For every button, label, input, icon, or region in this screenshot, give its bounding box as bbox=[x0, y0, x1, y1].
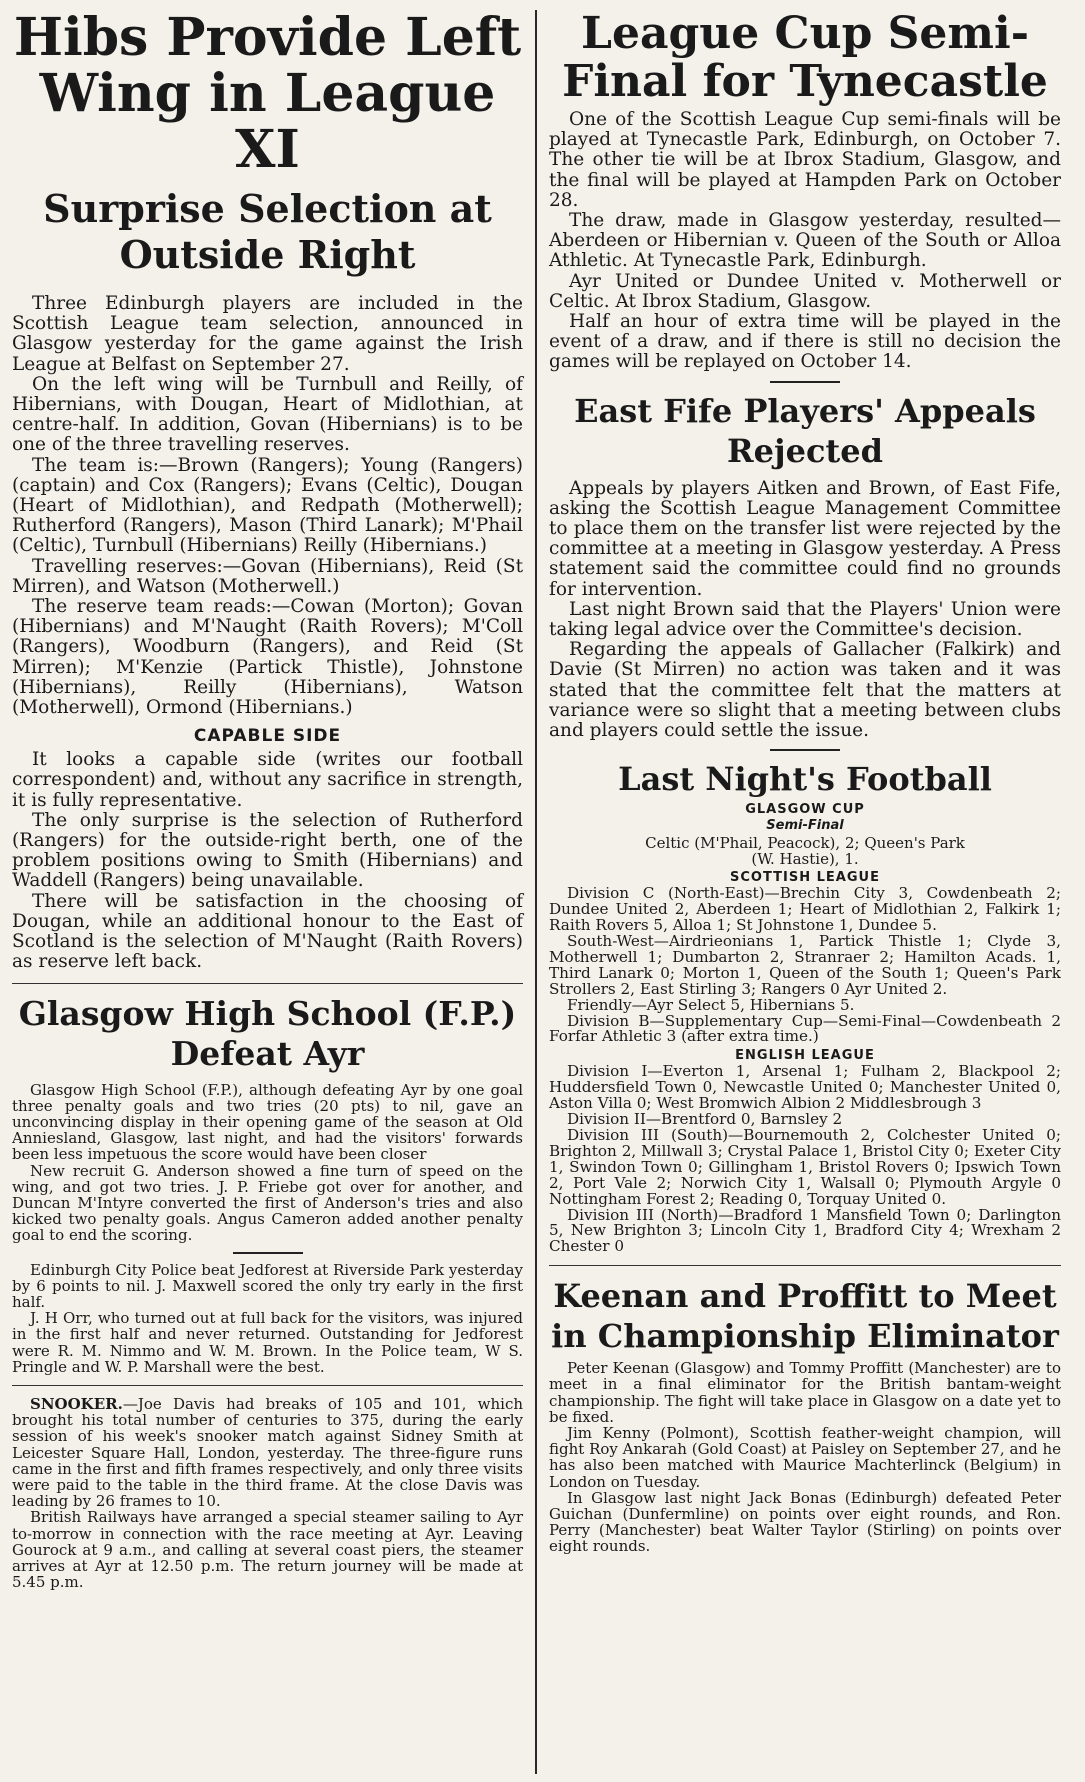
paragraph: Ayr United or Dundee United v. Motherwell or Celtic. At Ibrox Stadium, Glasgow. bbox=[549, 270, 1061, 312]
headline-league-cup: League Cup Semi-Final for Tynecastle bbox=[562, 10, 1048, 107]
divider bbox=[549, 1265, 1061, 1266]
divider bbox=[233, 1252, 303, 1254]
results-paragraph: Division II—Brentford 0, Barnsley 2 bbox=[567, 1110, 843, 1129]
glasgow-cup-head: GLASGOW CUP bbox=[745, 802, 865, 818]
results-paragraph: Division B—Supplementary Cup—Semi-Final—Cowdenbeath 2 Forfar Athletic 3 (after extra time.) bbox=[549, 1011, 1061, 1046]
paragraph: The draw, made in Glasgow yesterday, resulted—Aberdeen or Hibernian v. Queen of the South or Alloa Athletic. At Tynecastle Park, Edinburgh. bbox=[549, 210, 1061, 272]
headline-hibs: Hibs Provide Left Wing in League XI bbox=[13, 10, 522, 180]
paragraph: Three Edinburgh players are included in the Scottish League team selection, announced in Glasgow yesterday for the game against the Irish League at Belfast on September 27. bbox=[12, 293, 523, 375]
article-east-fife bbox=[549, 391, 1061, 742]
headline-keenan-proffitt: Keenan and Proffitt to Meet in Championship Eliminator bbox=[551, 1277, 1059, 1356]
article-last-nights-football bbox=[549, 759, 1061, 1255]
article-body-2 bbox=[12, 750, 523, 972]
subhead-surprise-selection: Surprise Selection at Outside Right bbox=[43, 186, 492, 277]
paragraph: The team is:—Brown (Rangers); Young (Rangers) (captain) and Cox (Rangers); Evans (Celtic), Dougan (Heart of Midlothian), and Redpath (Motherwell); Rutherford (Rangers), Mason (Third Lanark); M'Phail (Celtic), Turnbull (Hibernians) Reilly (Hibernians.) bbox=[12, 454, 523, 557]
paragraph: On the left wing will be Turnbull and Reilly, of Hibernians, with Dougan, Heart of Midlothian, at centre-half. In addition, Govan (Hibernians) is to be one of the three travelling reserves. bbox=[12, 373, 523, 456]
article-keenan-proffitt bbox=[549, 1276, 1061, 1554]
paragraph: Glasgow High School (F.P.), although defeating Ayr by one goal three penalty goals and two tries (20 pts) to nil, gave an unconvincing display in their opening game of the season at Old Anniesland, Glasgow, last night, and had the visitors' forwards been less impetuous the score would have been closer bbox=[12, 1080, 523, 1164]
paragraph: Regarding the appeals of Gallacher (Falkirk) and Davie (St Mirren) no action was taken and it was stated that the committee felt that the matters at variance were so slight that a meeting between clubs and players could settle the issue. bbox=[549, 639, 1061, 742]
snooker-lead: SNOOKER. bbox=[30, 1394, 123, 1413]
article-hibs-left-wing bbox=[12, 10, 523, 973]
article-city-police bbox=[12, 1262, 523, 1375]
paragraph: There will be satisfaction in the choosing of Dougan, while an additional honour to the East of Scotland is the selection of M'Naught (Raith Rovers) as reserve left back. bbox=[12, 890, 523, 973]
paragraph: Peter Keenan (Glasgow) and Tommy Proffitt (Manchester) are to meet in a final eliminator for the British bantam-weight championship. The fight will take place in Glasgow on a date yet to be fixed. bbox=[549, 1359, 1061, 1426]
semi-final-result-cont: (W. Hastie), 1. bbox=[751, 850, 859, 869]
article-body bbox=[12, 1082, 523, 1244]
divider bbox=[770, 749, 840, 751]
paragraph: British Railways have arranged a special steamer sailing to Ayr to-morrow in connection with the race meeting at Ayr. Leaving Gourock at 9 a.m., and calling at several coast piers, the steamer arrives at Ayr at 12.50 p.m. The return journey will be made at 5.45 p.m. bbox=[12, 1508, 523, 1592]
paragraph: Jim Kenny (Polmont), Scottish feather-weight champion, will fight Roy Ankarah (Gold Coast) at Paisley on September 27, and he has also been matched with Maurice Machterlinck (Belgium) in London on Tuesday. bbox=[549, 1424, 1061, 1491]
english-league-head: ENGLISH LEAGUE bbox=[735, 1048, 875, 1064]
article-body bbox=[12, 1396, 523, 1590]
paragraph: Edinburgh City Police beat Jedforest at Riverside Park yesterday by 6 points to nil. J. Maxwell scored the only try early in the first half. bbox=[12, 1260, 523, 1311]
paragraph: Last night Brown said that the Players' Union were taking legal advice over the Committee's decision. bbox=[549, 598, 1061, 641]
article-league-cup bbox=[549, 10, 1061, 373]
left-column bbox=[12, 10, 537, 1774]
paragraph: The reserve team reads:—Cowan (Morton); Govan (Hibernians) and M'Naught (Raith Rovers); M'Coll (Rangers), Woodburn (Rangers), and Reid (St Mirren); M'Kenzie (Partick Thistle), Johnstone (Hibernians), Reilly (Hibernians), Watson (Motherwell), Ormond (Hibernians.) bbox=[12, 596, 523, 719]
section-head-capable-side: CAPABLE SIDE bbox=[193, 726, 342, 747]
paragraph: The only surprise is the selection of Rutherford (Rangers) for the outside-right berth, one of the problem positions owing to Smith (Hibernians) and Waddell (Rangers) being unavailable. bbox=[12, 809, 523, 892]
article-glasgow-high-school bbox=[12, 994, 523, 1244]
semi-final-head: Semi-Final bbox=[766, 818, 844, 834]
article-snooker bbox=[12, 1396, 523, 1590]
paragraph: Half an hour of extra time will be played in the event of a draw, and if there is still no decision the games will be replayed on October 14. bbox=[549, 311, 1061, 373]
results-paragraph: South-West—Airdrieonians 1, Partick Thistle 1; Clyde 3, Motherwell 1; Dumbarton 2, Stranraer 2; Hamilton Acads. 1, Third Lanark 0; Morton 1, Queen of the South 1; Queen's Park Strollers 2, East Stirling 3; Rangers 0 Ayr United 2. bbox=[549, 932, 1061, 998]
divider bbox=[12, 1385, 523, 1386]
article-body bbox=[12, 294, 523, 718]
results-paragraph: Division I—Everton 1, Arsenal 1; Fulham 2, Blackpool 2; Huddersfield Town 0, Newcastle United 0; Manchester United 0, Aston Villa 0; West Bromwich Albion 2 Middlesbrough 3 bbox=[549, 1062, 1061, 1113]
scottish-results bbox=[549, 886, 1061, 1045]
paragraph: One of the Scottish League Cup semi-finals will be played at Tynecastle Park, Edinburgh, on October 7. The other tie will be at Ibrox Stadium, Glasgow, and the final will be played at Hampden Park on October 28. bbox=[549, 109, 1061, 211]
article-body bbox=[549, 479, 1061, 742]
results-paragraph: Friendly—Ayr Select 5, Hibernians 5. bbox=[567, 995, 855, 1014]
article-body bbox=[549, 110, 1061, 373]
article-body bbox=[549, 1360, 1061, 1554]
paragraph bbox=[12, 1396, 523, 1509]
paragraph: Travelling reserves:—Govan (Hibernians), Reid (St Mirren), and Watson (Motherwell.) bbox=[12, 555, 523, 597]
paragraph: New recruit G. Anderson showed a fine turn of speed on the wing, and got two tries. J. P. Friebe got over for another, and Duncan M'Intyre converted the first of Anderson's tries and also kicked two penalty goals. Angus Cameron added another penalty goal to end the scoring. bbox=[12, 1161, 523, 1245]
results-paragraph: Division III (North)—Bradford 1 Mansfield Town 0; Darlington 5, New Brighton 3; Lincoln City 1, Bradford City 4; Wrexham 2 Chester 0 bbox=[549, 1205, 1061, 1256]
right-column bbox=[537, 10, 1061, 1774]
paragraph: Appeals by players Aitken and Brown, of East Fife, asking the Scottish League Management Committee to place them on the transfer list were rejected by the committee at a meeting in Glasgow yesterday. A Press statement said the committee could find no grounds for intervention. bbox=[549, 477, 1061, 600]
divider bbox=[12, 983, 523, 984]
results-paragraph: Division C (North-East)—Brechin City 3, Cowdenbeath 2; Dundee United 2, Aberdeen 1; Heart of Midlothian 2, Falkirk 1; Raith Rovers 5, Alloa 1; St Johnstone 1, Dundee 5. bbox=[549, 884, 1061, 935]
english-results bbox=[549, 1064, 1061, 1255]
scottish-league-head: SCOTTISH LEAGUE bbox=[730, 870, 880, 886]
paragraph: In Glasgow last night Jack Bonas (Edinburgh) defeated Peter Guichan (Dunfermline) on points over eight rounds, and Ron. Perry (Manchester) beat Walter Taylor (Stirling) on points over eight rounds. bbox=[549, 1488, 1061, 1556]
article-body bbox=[12, 1262, 523, 1375]
semi-final-result: Celtic (M'Phail, Peacock), 2; Queen's Park bbox=[645, 834, 965, 853]
paragraph: It looks a capable side (writes our football correspondent) and, without any sacrifice in strength, it is fully representative. bbox=[12, 749, 523, 811]
snooker-text: —Joe Davis had breaks of 105 and 101, which brought his total number of centuries to 375, during the early session of his week's snooker match against Sidney Smith at Leicester Square Hall, London, yesterday. The three-figure runs came in the first and fifth frames respectively, and only three visits were paid to the table in the third frame. At the close Davis was leading by 26 frames to 10. bbox=[12, 1394, 523, 1511]
divider bbox=[770, 381, 840, 383]
headline-last-nights-football: Last Night's Football bbox=[618, 760, 992, 799]
headline-east-fife: East Fife Players' Appeals Rejected bbox=[574, 391, 1036, 470]
results-paragraph: Division III (South)—Bournemouth 2, Colchester United 0; Brighton 2, Millwall 3; Crystal Palace 1, Bristol City 0; Exeter City 1, Swindon Town 0; Gillingham 1, Bristol Rovers 0; Ipswich Town 2, Port Vale 2; Norwich City 1, Walsall 0; Plymouth Argyle 0 Nottingham Forest 2; Reading 0, Torquay United 0. bbox=[549, 1125, 1061, 1208]
paragraph: J. H Orr, who turned out at full back for the visitors, was injured in the first half and never returned. Outstanding for Jedforest were R. M. Nimmo and W. M. Brown. In the Police team, W S. Pringle and W. P. Marshall were the best. bbox=[12, 1309, 523, 1376]
headline-glasgow-high-school: Glasgow High School (F.P.) Defeat Ayr bbox=[18, 993, 517, 1073]
